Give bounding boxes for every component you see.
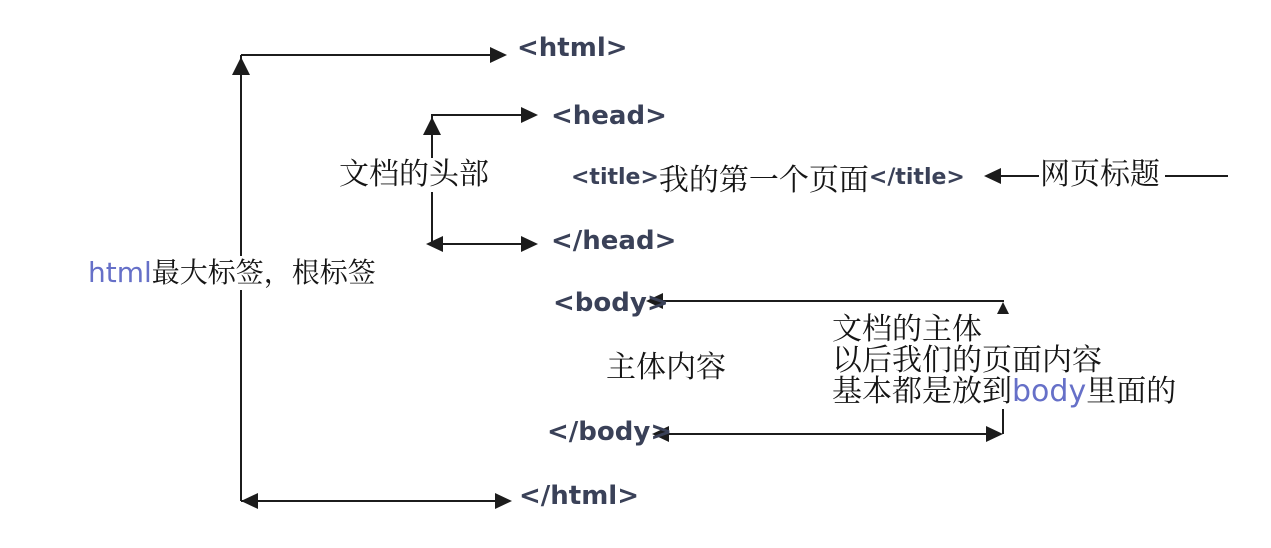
- root-bracket-top-line: [241, 54, 491, 56]
- arrowhead-left-icon: [241, 493, 258, 509]
- html-close-tag: </html>: [519, 481, 640, 511]
- html-open-tag: <html>: [517, 33, 628, 63]
- body-note-line1: 文档的主体: [832, 312, 982, 347]
- root-annotation-text: 最大标签，根标签: [151, 256, 376, 289]
- head-annotation-label: 文档的头部: [339, 157, 489, 192]
- title-close-tag: </title>: [868, 164, 965, 190]
- arrowhead-up-icon: [423, 117, 441, 135]
- body-close-tag: </body>: [547, 417, 673, 447]
- arrowhead-right-icon: [495, 493, 512, 509]
- body-note-line3-post: 里面的: [1086, 374, 1177, 409]
- body-note-line3-pre: 基本都是放到: [832, 374, 1012, 409]
- body-note-line2: 以后我们的页面内容: [832, 343, 1102, 378]
- title-open-tag: <title>: [571, 164, 659, 190]
- body-note-keyword: body: [1012, 374, 1087, 409]
- root-annotation-label: [88, 256, 376, 290]
- arrowhead-right-icon: [521, 107, 538, 123]
- body-annotation-block: [832, 314, 1176, 407]
- root-annotation-keyword: html: [88, 256, 152, 289]
- head-close-tag: </head>: [551, 226, 677, 256]
- title-annotation-trailing-line: [1165, 175, 1228, 177]
- title-annotation-line: [998, 175, 1039, 177]
- arrowhead-right-icon: [521, 236, 538, 252]
- head-bracket-top-line: [431, 114, 522, 116]
- arrowhead-right-icon: [986, 426, 1003, 442]
- body-close-hook-line: [1002, 409, 1004, 434]
- title-annotation-label: 网页标题: [1040, 157, 1160, 192]
- arrowhead-up-icon: [232, 57, 250, 75]
- head-bracket-bottom-line: [431, 243, 522, 245]
- body-open-range-line: [660, 300, 1004, 302]
- body-note-line3: [832, 376, 1176, 407]
- arrowhead-right-icon: [490, 47, 507, 63]
- root-bracket-bottom-line: [241, 500, 496, 502]
- title-text: 我的第一个页面: [658, 163, 869, 198]
- arrowhead-left-icon: [426, 236, 443, 252]
- body-content-label: 主体内容: [606, 350, 726, 385]
- title-line: [571, 155, 965, 199]
- body-open-tag: <body>: [553, 288, 669, 318]
- head-open-tag: <head>: [551, 101, 667, 131]
- body-close-range-line: [666, 433, 987, 435]
